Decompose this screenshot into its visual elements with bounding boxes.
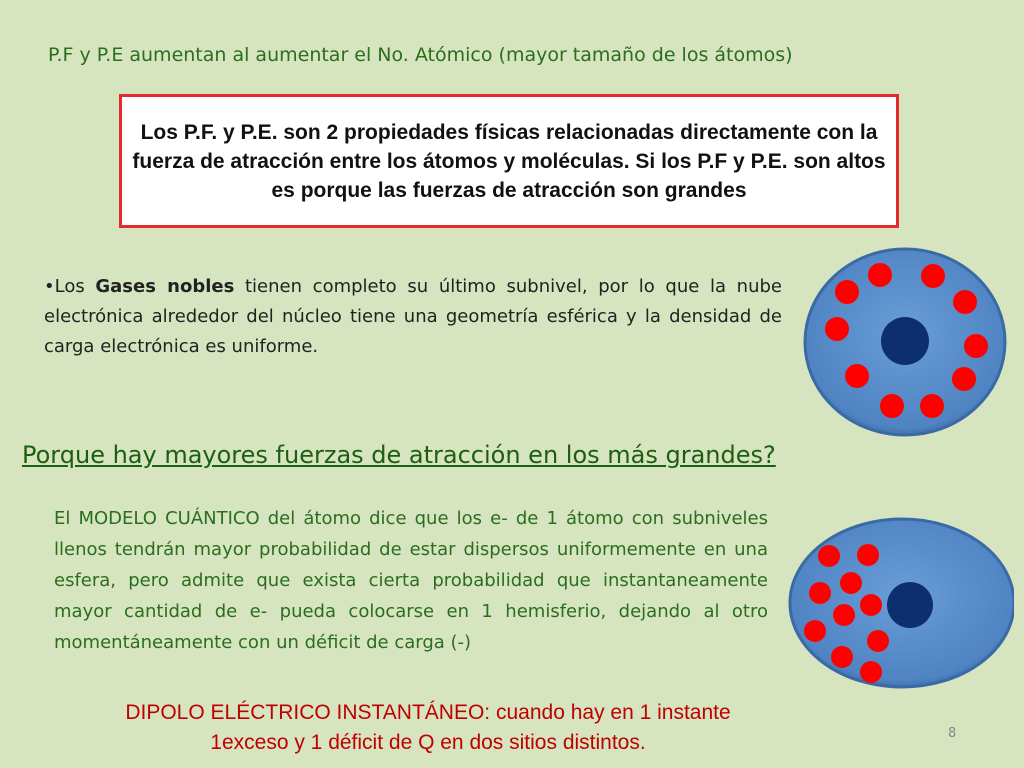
highlight-box (119, 94, 899, 228)
noble-gases-bullet (44, 272, 782, 362)
electron (833, 604, 855, 626)
electron (825, 317, 849, 341)
electron (835, 280, 859, 304)
quantum-model-text: El MODELO CUÁNTICO del átomo dice que los e- de 1 átomo con subniveles llenos tendrán mayor probabilidad de estar dispersos uniformemente en una esfera, pero admite que exista cierta probabilidad que instantaneamente mayor cantidad de e- pueda colocarse en 1 hemisferio, dejando al otro momentáneamente con un déficit de carga (-) (54, 508, 768, 653)
electron (831, 646, 853, 668)
electron (920, 394, 944, 418)
electron (860, 661, 882, 683)
slide-subtitle: P.F y P.E aumentan al aumentar el No. Atómico (mayor tamaño de los átomos) (48, 44, 793, 66)
highlight-box-text: Los P.F. y P.E. son 2 propiedades físicas relacionadas directamente con la fuerza de atracción entre los átomos y moléculas. Si los P.F y P.E. son altos es porque las fuerzas de atracción son grandes (132, 120, 886, 202)
electron (880, 394, 904, 418)
electron (860, 594, 882, 616)
electron (964, 334, 988, 358)
electron (857, 544, 879, 566)
electron (845, 364, 869, 388)
electron (867, 630, 889, 652)
electron (953, 290, 977, 314)
nucleus (887, 582, 933, 628)
electron (818, 545, 840, 567)
bullet-bold-term: Gases nobles (95, 276, 235, 297)
electron (952, 367, 976, 391)
bullet-text: tienen completo su último subnivel, por lo que la nube electrónica alrededor del núcleo tiene una geometría esférica y la densidad de carga electrónica es uniforme. (44, 276, 783, 357)
nucleus (881, 317, 929, 365)
page-number: 8 (948, 726, 957, 741)
electron (868, 263, 892, 287)
bullet-prefix: •Los (44, 276, 96, 297)
electron (921, 264, 945, 288)
dipole-definition: DIPOLO ELÉCTRICO INSTANTÁNEO: cuando hay en 1 instante 1exceso y 1 déficit de Q en dos sitios distintos. (125, 701, 731, 754)
question-heading: Porque hay mayores fuerzas de atracción en los más grandes? (22, 441, 776, 469)
electron (809, 582, 831, 604)
electron (804, 620, 826, 642)
electron (840, 572, 862, 594)
polarized-atom-illustration (782, 514, 1014, 694)
uniform-atom-illustration (800, 238, 1010, 438)
